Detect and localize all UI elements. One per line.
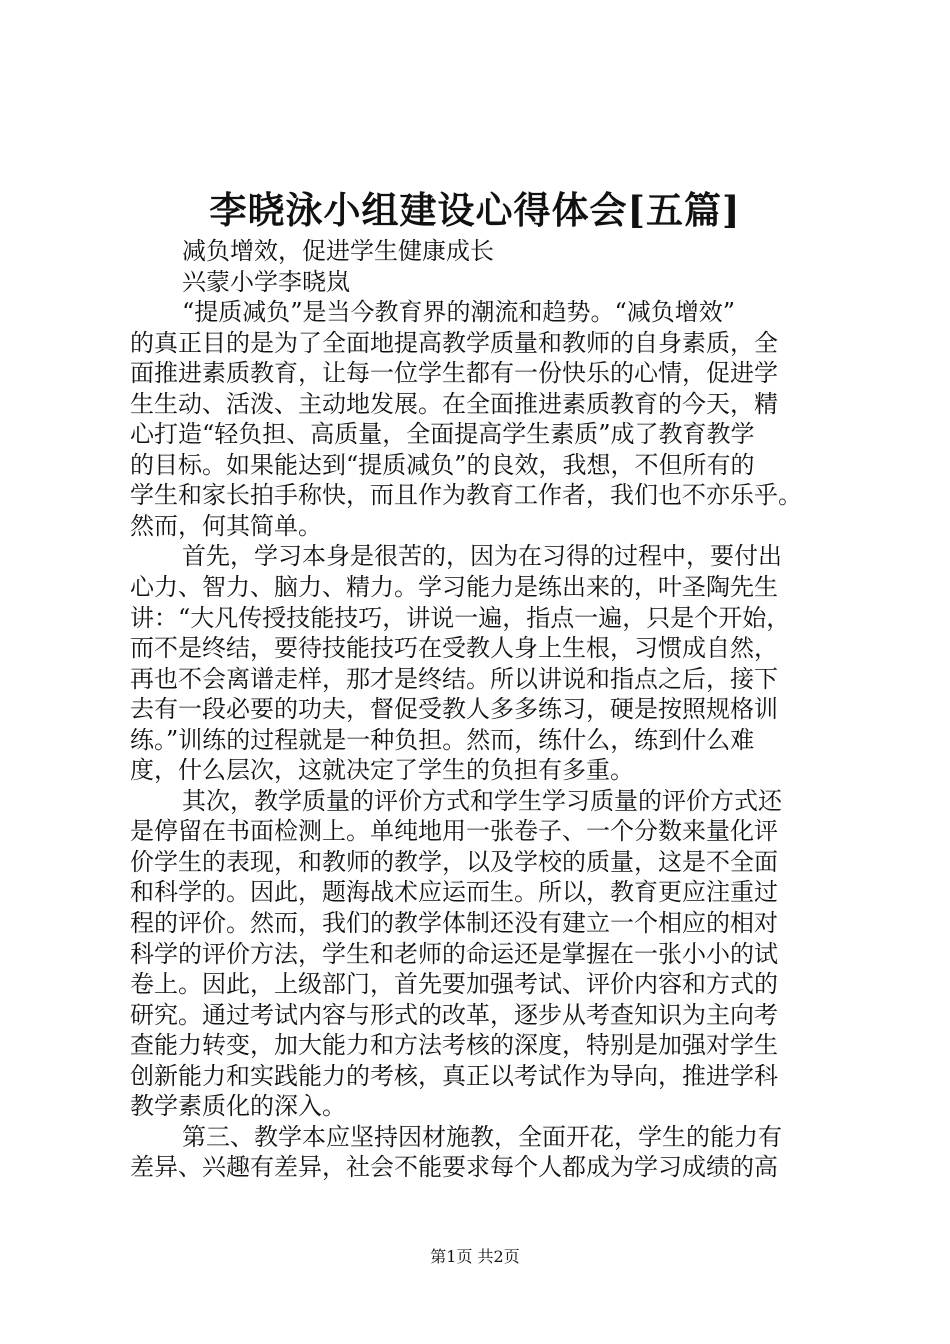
page-footer: 第1页 共2页 (430, 1247, 520, 1266)
paragraph-line: 创新能力和实践能力的考核，真正以考试作为导向，推进学科 (130, 1061, 778, 1090)
paragraph-line: 再也不会离谱走样，那才是终结。所以讲说和指点之后，接下 (130, 664, 778, 693)
paragraph-line: 的目标。如果能达到“提质减负”的良效，我想，不但所有的 (130, 450, 755, 479)
paragraph-line: 而不是终结，要待技能技巧在受教人身上生根，习惯成自然， (130, 634, 778, 663)
paragraph-line: 价学生的表现，和教师的教学，以及学校的质量，这是不全面 (130, 847, 778, 876)
paragraph-line: 心打造“轻负担、高质量，全面提高学生素质”成了教育教学 (130, 420, 755, 449)
paragraph-line: 研究。通过考试内容与形式的改革，逐步从考查知识为主向考 (130, 1000, 778, 1029)
paragraph-line: 差异、兴趣有差异，社会不能要求每个人都成为学习成绩的高 (130, 1153, 778, 1182)
paragraph-line: 其次，教学质量的评价方式和学生学习质量的评价方式还 (182, 786, 782, 815)
paragraphs (130, 297, 842, 1183)
paragraph-line: 卷上。因此，上级部门，首先要加强考试、评价内容和方式的 (130, 970, 778, 999)
subtitle: 减负增效，促进学生健康成长 (182, 237, 494, 265)
document-title: 李晓泳小组建设心得体会[五篇] (209, 188, 741, 232)
paragraph-line: 程的评价。然而，我们的教学体制还没有建立一个相应的相对 (130, 909, 778, 938)
paragraph-line: 生生动、活泼、主动地发展。在全面推进素质教育的今天，精 (130, 389, 778, 418)
paragraph-line: 科学的评价方法，学生和老师的命运还是掌握在一张小小的试 (130, 939, 778, 968)
document-body (130, 236, 842, 1183)
paragraph-line: 然而，何其简单。 (130, 511, 322, 540)
paragraph-line: 是停留在书面检测上。单纯地用一张卷子、一个分数来量化评 (130, 817, 778, 846)
paragraph-line: 查能力转变，加大能力和方法考核的深度，特别是加强对学生 (130, 1031, 778, 1060)
paragraph-line: 练。”训练的过程就是一种负担。然而，练什么，练到什么难 (130, 725, 755, 754)
paragraph-line: “提质减负”是当今教育界的潮流和趋势。“减负增效” (182, 298, 736, 327)
paragraph-line: 首先，学习本身是很苦的，因为在习得的过程中，要付出 (182, 542, 782, 571)
author-line: 兴蒙小学李晓岚 (182, 267, 350, 296)
paragraph-line: 心力、智力、脑力、精力。学习能力是练出来的，叶圣陶先生 (130, 573, 778, 602)
paragraph-line: 的真正目的是为了全面地提高教学质量和教师的自身素质，全 (130, 328, 778, 357)
paragraph-line: 教学素质化的深入。 (130, 1092, 346, 1121)
paragraph-line: 度，什么层次，这就决定了学生的负担有多重。 (130, 756, 634, 785)
paragraph-line: 和科学的。因此，题海战术应运而生。所以，教育更应注重过 (130, 878, 778, 907)
paragraph-line: 面推进素质教育，让每一位学生都有一份快乐的心情，促进学 (130, 359, 778, 388)
paragraph-line: 讲：“大凡传授技能技巧，讲说一遍，指点一遍，只是个开始， (130, 603, 791, 632)
paragraph-line: 第三、教学本应坚持因材施教，全面开花，学生的能力有 (182, 1122, 782, 1151)
paragraph-line: 去有一段必要的功夫，督促受教人多多练习，硬是按照规格训 (130, 695, 778, 724)
paragraph-line: 学生和家长拍手称快，而且作为教育工作者，我们也不亦乐乎。 (130, 481, 802, 510)
